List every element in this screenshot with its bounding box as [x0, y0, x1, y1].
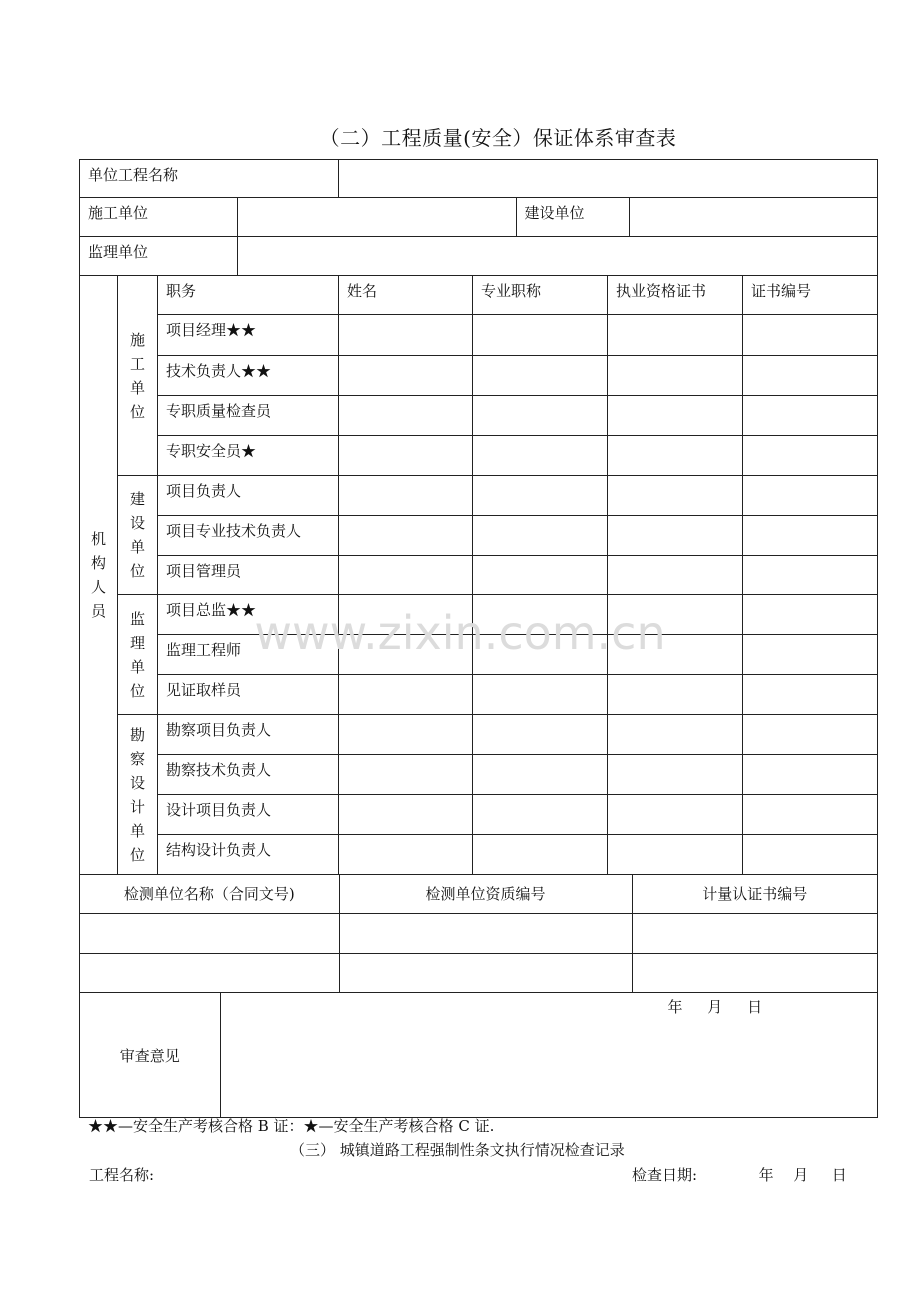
name-cell[interactable]: [339, 436, 473, 476]
license-cell[interactable]: [608, 795, 743, 835]
design-group-label: 勘 察 设 计 单 位: [118, 715, 158, 875]
table-row: [80, 396, 878, 436]
role-label: 项目经理★★: [158, 315, 339, 356]
title-cell[interactable]: [473, 396, 608, 436]
role-label: 项目负责人: [158, 476, 339, 516]
table-row: [80, 436, 878, 476]
review-label: 审查意见: [80, 993, 220, 1117]
table-row: [80, 476, 878, 516]
name-cell[interactable]: [339, 795, 473, 835]
cert-no-cell[interactable]: [743, 635, 878, 675]
cert-no-cell[interactable]: [743, 476, 878, 516]
check-date-footer: [632, 1164, 847, 1185]
role-label: 结构设计负责人: [158, 835, 339, 875]
table-row: [80, 795, 878, 835]
cert-no-cell[interactable]: [743, 835, 878, 875]
title-cell[interactable]: [473, 516, 608, 556]
title-cell[interactable]: [473, 436, 608, 476]
name-cell[interactable]: [339, 396, 473, 436]
name-cell[interactable]: [339, 835, 473, 875]
testing-name-field[interactable]: [80, 953, 339, 992]
testing-col-metrology: 计量认证书编号: [702, 885, 808, 904]
license-cell[interactable]: [608, 396, 743, 436]
project-name-label: 单位工程名称: [80, 160, 339, 198]
check-date-label: 检查日期:: [632, 1166, 698, 1184]
owner-label: 建设单位: [516, 198, 629, 236]
title-cell[interactable]: [473, 675, 608, 715]
license-cell[interactable]: [608, 315, 743, 356]
table-row: [80, 356, 878, 396]
review-row: [80, 993, 878, 1118]
cert-no-cell[interactable]: [743, 315, 878, 356]
table-row: [80, 835, 878, 875]
col-header-name: 姓名: [339, 276, 473, 315]
table-row: [80, 635, 878, 675]
role-label: 勘察技术负责人: [158, 755, 339, 795]
testing-col-qualification: 检测单位资质编号: [339, 875, 632, 913]
project-name-row: [80, 160, 878, 198]
cert-no-cell[interactable]: [743, 516, 878, 556]
supervisor-group-label: 监 理 单 位: [118, 595, 158, 715]
role-label: 技术负责人★★: [158, 356, 339, 396]
name-cell[interactable]: [339, 635, 473, 675]
owner-field[interactable]: [629, 198, 877, 236]
name-cell[interactable]: [339, 516, 473, 556]
name-cell[interactable]: [339, 476, 473, 516]
supervisor-row: [80, 237, 878, 276]
title-cell[interactable]: [473, 595, 608, 635]
license-cell[interactable]: [608, 436, 743, 476]
role-label: 专职安全员★: [158, 436, 339, 476]
contractor-field[interactable]: [237, 198, 516, 236]
title-cell[interactable]: [473, 715, 608, 755]
table-row: [80, 595, 878, 635]
cert-no-cell[interactable]: [743, 795, 878, 835]
project-name-field[interactable]: [339, 160, 878, 198]
cert-no-cell[interactable]: [743, 436, 878, 476]
contractor-row: [80, 198, 878, 237]
role-label: 设计项目负责人: [158, 795, 339, 835]
name-cell[interactable]: [339, 556, 473, 595]
testing-section-row: [80, 875, 878, 993]
table-row: [80, 755, 878, 795]
role-label: 监理工程师: [158, 635, 339, 675]
col-header-position: 职务: [158, 276, 339, 315]
cert-no-cell[interactable]: [743, 556, 878, 595]
legend-note: ★★—安全生产考核合格 B 证：★—安全生产考核合格 C 证.: [88, 1117, 495, 1135]
watermark: www.zixin.com.cn: [254, 606, 666, 660]
review-date: 年 月 日: [667, 998, 763, 1016]
title-cell[interactable]: [473, 635, 608, 675]
title-cell[interactable]: [473, 476, 608, 516]
contractor-label: 施工单位: [80, 198, 237, 236]
license-cell[interactable]: [608, 476, 743, 516]
license-cell[interactable]: [608, 595, 743, 635]
testing-qualification-field[interactable]: [339, 953, 632, 992]
table-row: [80, 315, 878, 356]
license-cell[interactable]: [608, 516, 743, 556]
name-cell[interactable]: [339, 315, 473, 356]
role-label: 项目总监★★: [158, 595, 339, 635]
supervisor-field[interactable]: [237, 237, 877, 275]
table-row: [80, 516, 878, 556]
cert-no-cell[interactable]: [743, 595, 878, 635]
title-cell[interactable]: [473, 556, 608, 595]
name-cell[interactable]: [339, 715, 473, 755]
table-row: [80, 556, 878, 595]
title-cell[interactable]: [473, 795, 608, 835]
quality-system-review-table: [79, 159, 878, 1118]
license-cell[interactable]: [608, 835, 743, 875]
cert-no-cell[interactable]: [743, 755, 878, 795]
license-cell[interactable]: [608, 556, 743, 595]
form-title: （二）工程质量(安全）保证体系审查表: [319, 126, 677, 150]
license-cell[interactable]: [608, 635, 743, 675]
col-header-cert-no: 证书编号: [743, 276, 878, 315]
testing-metrology-field[interactable]: [632, 953, 877, 992]
title-cell[interactable]: [473, 835, 608, 875]
cert-no-cell[interactable]: [743, 396, 878, 436]
next-section-title: （三） 城镇道路工程强制性条文执行情况检查记录: [290, 1141, 625, 1159]
license-cell[interactable]: [608, 755, 743, 795]
name-cell[interactable]: [339, 675, 473, 715]
role-label: 项目专业技术负责人: [158, 516, 339, 556]
table-row: [80, 715, 878, 755]
check-date-month: 月: [793, 1166, 809, 1184]
owner-group-label: 建 设 单 位: [118, 476, 158, 595]
license-cell[interactable]: [608, 356, 743, 396]
review-opinion-field[interactable]: [220, 993, 877, 1117]
col-header-title: 专业职称: [473, 276, 608, 315]
cert-no-cell[interactable]: [743, 356, 878, 396]
personnel-header-row: [80, 276, 878, 315]
cert-no-cell[interactable]: [743, 715, 878, 755]
testing-name-field[interactable]: [80, 913, 339, 953]
supervisor-label: 监理单位: [80, 237, 237, 275]
testing-qualification-field[interactable]: [339, 913, 632, 953]
cert-no-cell[interactable]: [743, 675, 878, 715]
license-cell[interactable]: [608, 715, 743, 755]
role-label: 勘察项目负责人: [158, 715, 339, 755]
title-cell[interactable]: [473, 315, 608, 356]
col-header-license: 执业资格证书: [608, 276, 743, 315]
title-cell[interactable]: [473, 356, 608, 396]
table-row: [80, 675, 878, 715]
check-date-year: 年: [758, 1166, 774, 1184]
role-label: 项目管理员: [158, 556, 339, 595]
testing-col-name: 检测单位名称（合同文号): [80, 875, 339, 913]
role-label: 专职质量检查员: [158, 396, 339, 436]
project-name-footer-label: 工程名称:: [89, 1166, 155, 1184]
name-cell[interactable]: [339, 595, 473, 635]
role-label: 见证取样员: [158, 675, 339, 715]
personnel-group-label: 机 构 人 员: [80, 276, 118, 875]
name-cell[interactable]: [339, 755, 473, 795]
title-cell[interactable]: [473, 755, 608, 795]
testing-metrology-field[interactable]: [632, 913, 877, 953]
testing-table: [80, 875, 877, 992]
check-date-day: 日: [831, 1166, 847, 1184]
name-cell[interactable]: [339, 356, 473, 396]
contractor-group-label: 施 工 单 位: [118, 276, 158, 476]
license-cell[interactable]: [608, 675, 743, 715]
